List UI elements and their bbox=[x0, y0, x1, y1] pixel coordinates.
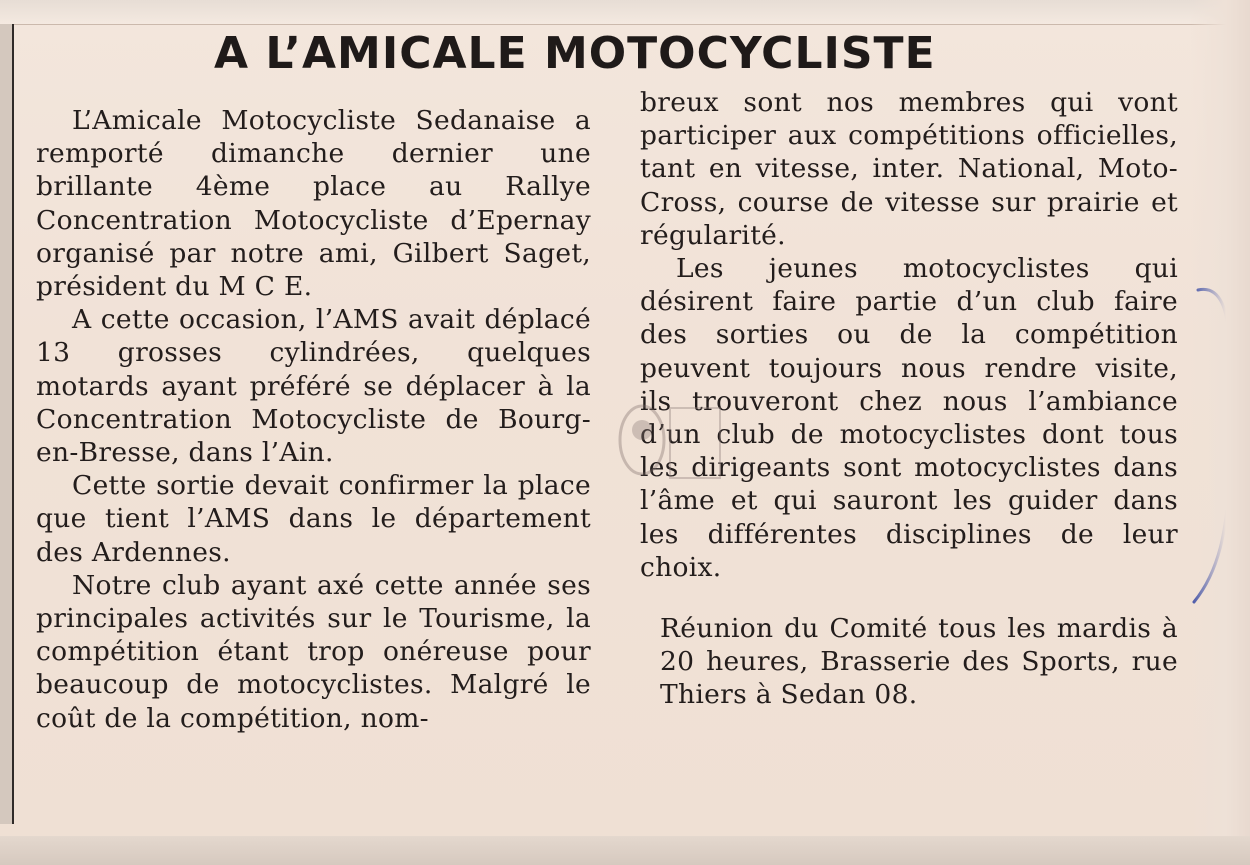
paragraph: Les jeunes motocyclistes qui désirent faire partie d’un club faire des sorties ou de la compétition peuvent toujours nous rendre visite, ils trouveront chez nous l’ambiance d’un club de motocyclistes dont tous les dirigeants sont motocyclistes dans l’âme et qui sauront les guider dans les différentes disciplines de leur choix. bbox=[640, 253, 1178, 583]
left-column bbox=[36, 104, 591, 735]
paragraph: Cette sortie devait confirmer la place que tient l’AMS dans le département des Ardennes. bbox=[36, 470, 591, 568]
paragraph: L’Amicale Motocycliste Sedanaise a remporté dimanche dernier une brillante 4ème place au Rallye Concentration Motocycliste d’Epernay organisé par notre ami, Gilbert Saget, président du M C E. bbox=[36, 105, 591, 303]
faded-stamp-watermark bbox=[612, 400, 732, 486]
bottom-paper-edge bbox=[0, 836, 1250, 865]
article-headline: A L’AMICALE MOTOCYCLISTE bbox=[214, 28, 936, 79]
left-paper-edge bbox=[0, 24, 14, 824]
paragraph: Notre club ayant axé cette année ses principales activités sur le Tourisme, la compétition étant trop onéreuse pour beaucoup de motocyclistes. Malgré le coût de la compétition, nom- bbox=[36, 569, 591, 734]
paragraph: breux sont nos membres qui vont participer aux compétitions officielles, tant en vitesse, inter. National, Moto-Cross, course de vitesse sur prairie et régularité. bbox=[640, 87, 1178, 251]
top-paper-edge bbox=[0, 0, 1250, 25]
right-paper-edge bbox=[1190, 0, 1250, 865]
paragraph: A cette occasion, l’AMS avait déplacé 13 grosses cylindrées, quelques motards ayant préféré se déplacer à la Concentration Motocycliste de Bourg-en-Bresse, dans l’Ain. bbox=[36, 304, 591, 469]
meeting-notice: Réunion du Comité tous les mardis à 20 heures, Brasserie des Sports, rue Thiers à Sedan 08. bbox=[660, 613, 1178, 711]
right-column bbox=[640, 86, 1178, 712]
